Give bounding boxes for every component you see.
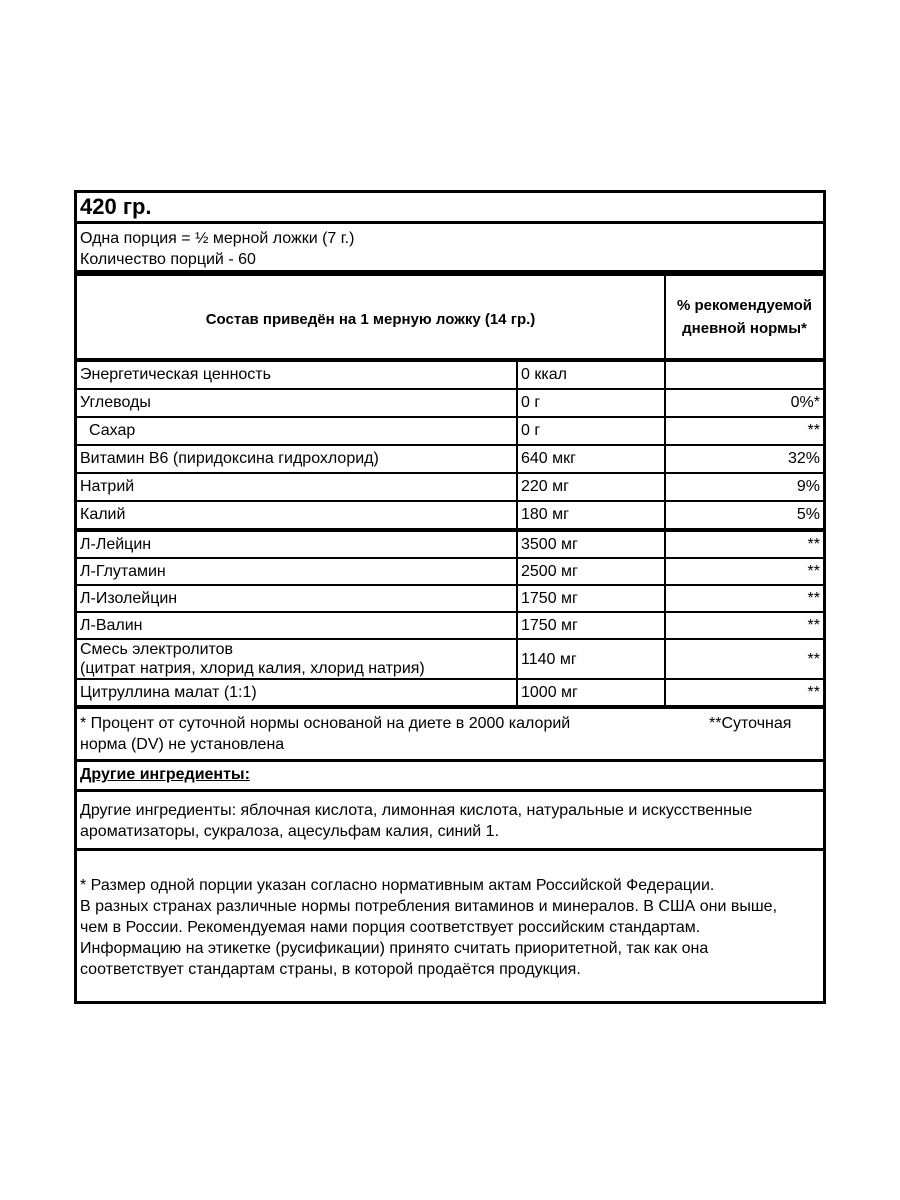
- ingredient-dv: **: [807, 650, 820, 668]
- composition-header: Состав приведён на 1 мерную ложку (14 гр.): [77, 276, 666, 358]
- note-line5: соответствует стандартам страны, в которой продаётся продукция.: [80, 961, 581, 978]
- table-row: [77, 680, 823, 705]
- ingredient-amount: 1750 мг: [518, 586, 666, 611]
- dv-header-line1: % рекомендуемой: [676, 297, 813, 314]
- ingredient-name: Л-Лейцин: [77, 532, 518, 557]
- nutrient-name: Углеводы: [77, 390, 518, 416]
- servings-count: Количество порций - 60: [80, 251, 256, 268]
- table-row: [77, 390, 823, 418]
- ingredient-name: Л-Глутамин: [77, 559, 518, 584]
- ingredient-amount: 1000 мг: [518, 680, 666, 705]
- note-line3: чем в России. Рекомендуемая нами порция соответствует российским стандартам.: [80, 919, 701, 936]
- ingredient-dv: **: [807, 562, 820, 580]
- nutrient-dv: 5%: [796, 506, 820, 523]
- ingredient-amount: 3500 мг: [518, 532, 666, 557]
- note-line1: * Размер одной порции указан согласно нормативным актам Российской Федерации.: [80, 877, 715, 894]
- ingredient-dv: **: [807, 535, 820, 553]
- ingredient-name: [77, 640, 518, 678]
- amino-rows: [77, 532, 823, 709]
- other-ingredients: [77, 792, 823, 851]
- serving-info: [77, 224, 823, 276]
- nutrient-dv: **: [807, 422, 820, 439]
- ingredient-name: Л-Валин: [77, 613, 518, 638]
- table-row: [77, 474, 823, 502]
- other-ingredients-line1: Другие ингредиенты: яблочная кислота, лимонная кислота, натуральные и искусственные: [80, 802, 753, 819]
- nutrient-dv: 32%: [787, 450, 820, 467]
- note-line2: В разных странах различные нормы потребления витаминов и минералов. В США они выше,: [80, 898, 778, 915]
- table-row: [77, 559, 823, 586]
- ingredient-amount: 2500 мг: [518, 559, 666, 584]
- dv-header-line2: дневной нормы*: [682, 320, 807, 337]
- regulatory-note: [77, 851, 823, 1001]
- table-row: [77, 613, 823, 640]
- footnote-line1: * Процент от суточной нормы основаной на диете в 2000 калорий: [80, 715, 571, 732]
- ingredient-dv: **: [807, 616, 820, 634]
- electrolytes-line1: Смесь электролитов: [80, 641, 234, 658]
- other-ingredients-line2: ароматизаторы, сукралоза, ацесульфам калия, синий 1.: [80, 823, 500, 840]
- nutrient-name: Калий: [77, 502, 518, 528]
- table-header: [77, 276, 823, 362]
- nutrient-dv: [666, 362, 823, 388]
- table-row: [77, 532, 823, 559]
- nutrient-amount: 640 мкг: [518, 446, 666, 472]
- nutrient-amount: 0 г: [518, 390, 666, 416]
- nutrition-label: [74, 190, 826, 1004]
- daily-value-header: [666, 276, 823, 358]
- footnote-right: **Суточная: [709, 715, 792, 732]
- nutrient-name: Натрий: [77, 474, 518, 500]
- nutrient-amount: 0 ккал: [518, 362, 666, 388]
- nutrient-name: Витамин В6 (пиридоксина гидрохлорид): [77, 446, 518, 472]
- nutrient-amount: 0 г: [518, 418, 666, 444]
- nutrient-name: Энергетическая ценность: [77, 362, 518, 388]
- nutrient-dv: 9%: [796, 478, 820, 495]
- ingredient-dv: **: [807, 683, 820, 701]
- note-line4: Информацию на этикетке (русификации) принято считать приоритетной, так как она: [80, 940, 709, 957]
- table-row: [77, 640, 823, 680]
- table-row: [77, 418, 823, 446]
- ingredient-name: Л-Изолейцин: [77, 586, 518, 611]
- ingredient-name: Цитруллина малат (1:1): [77, 680, 518, 705]
- nutrient-amount: 220 мг: [518, 474, 666, 500]
- nutrient-dv: 0%*: [790, 394, 820, 411]
- table-row: [77, 446, 823, 474]
- ingredient-amount: 1750 мг: [518, 613, 666, 638]
- ingredient-dv: **: [807, 589, 820, 607]
- serving-size: Одна порция = ½ мерной ложки (7 г.): [80, 230, 355, 247]
- footnote-line2: норма (DV) не установлена: [80, 736, 285, 753]
- ingredient-amount: 1140 мг: [518, 640, 666, 678]
- nutrient-name: Сахар: [77, 418, 518, 444]
- nutrient-rows: [77, 362, 823, 532]
- footnote: [77, 709, 823, 762]
- electrolytes-line2: (цитрат натрия, хлорид калия, хлорид натрия): [80, 660, 425, 677]
- other-ingredients-heading: Другие ингредиенты:: [77, 762, 823, 792]
- table-row: [77, 502, 823, 528]
- table-row: [77, 362, 823, 390]
- net-weight: 420 гр.: [77, 193, 823, 224]
- nutrient-amount: 180 мг: [518, 502, 666, 528]
- table-row: [77, 586, 823, 613]
